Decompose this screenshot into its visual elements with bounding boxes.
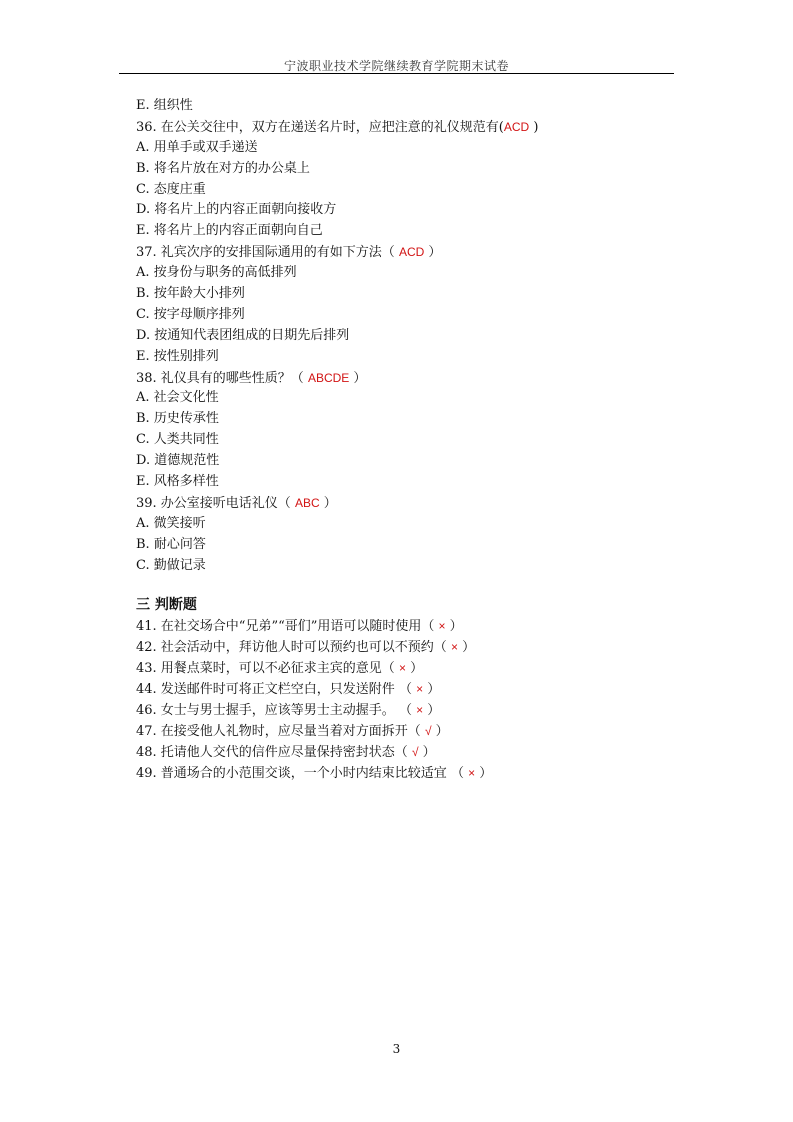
answer-mark: ACD xyxy=(398,245,425,260)
answer-mark: ACD xyxy=(503,119,530,134)
answer-mark: ABCDE xyxy=(307,370,350,385)
section-title: 三 判断题 xyxy=(136,597,197,614)
option-line: A. 按身份与职务的高低排列 xyxy=(136,265,297,281)
judgment-item xyxy=(136,658,696,679)
question-stem-38 xyxy=(136,368,696,389)
stem-text: 37. 礼宾次序的安排国际通用的有如下方法（ xyxy=(136,245,399,261)
answer-mark: × xyxy=(416,703,424,718)
judgment-close: ） xyxy=(457,640,476,656)
answer-mark: × xyxy=(416,682,424,697)
judgment-item xyxy=(136,616,696,637)
option-line: D. 道德规范性 xyxy=(136,453,220,469)
option-line: D. 将名片上的内容正面朝向接收方 xyxy=(136,202,337,218)
option-line: C. 按字母顺序排列 xyxy=(136,306,245,322)
judgment-text: 42. 社会活动中，拜访他人时可以预约也可以不预约（ xyxy=(136,640,451,656)
judgment-text: 43. 用餐点菜时，可以不必征求主宾的意见（ xyxy=(136,661,399,677)
judgment-item xyxy=(136,700,696,721)
judgment-item xyxy=(136,637,696,658)
option-line: E. 风格多样性 xyxy=(136,474,219,490)
question-stem-39 xyxy=(136,493,696,514)
judgment-text: 49. 普通场合的小范围交谈，一个小时内结束比较适宜 （ xyxy=(136,765,469,781)
stem-close: ） xyxy=(349,370,367,386)
answer-mark: √ xyxy=(424,723,432,738)
option-line: C. 态度庄重 xyxy=(136,181,206,197)
judgment-close: ） xyxy=(445,619,463,635)
page-number: 3 xyxy=(392,1042,401,1056)
judgment-text: 47. 在接受他人礼物时，应尽量当着对方面拆开（ xyxy=(136,723,425,739)
option-line: C. 勤做记录 xyxy=(136,557,206,573)
judgment-text: 41. 在社交场合中“兄弟”“哥们”用语可以随时使用（ xyxy=(136,619,439,635)
question-stem-37 xyxy=(136,242,696,263)
page-header: 宁波职业技术学院继续教育学院期末试卷 xyxy=(283,59,509,73)
answer-mark: × xyxy=(450,640,458,655)
option-line: E. 将名片上的内容正面朝向自己 xyxy=(136,223,323,239)
stem-close: ） xyxy=(424,245,442,261)
option-line: A. 微笑接听 xyxy=(136,515,206,531)
judgment-item xyxy=(136,721,696,742)
judgment-close: ） xyxy=(423,682,441,698)
option-line: E. 组织性 xyxy=(136,98,193,113)
judgment-text: 44. 发送邮件时可将正文栏空白，只发送附件 （ xyxy=(136,682,417,698)
answer-mark: √ xyxy=(411,744,419,759)
stem-close: ) xyxy=(529,119,539,135)
judgment-close: ） xyxy=(405,661,424,677)
answer-mark: × xyxy=(398,661,406,676)
judgment-item xyxy=(136,742,696,763)
judgment-text: 48. 托请他人交代的信件应尽量保持密封状态（ xyxy=(136,744,412,760)
judgment-close: ） xyxy=(423,703,441,719)
option-line: C. 人类共同性 xyxy=(136,432,219,448)
option-line: B. 按年龄大小排列 xyxy=(136,286,245,302)
answer-mark: × xyxy=(468,765,476,780)
stem-text: 39. 办公室接听电话礼仪（ xyxy=(136,495,295,511)
option-line: E. 按性别排列 xyxy=(136,348,219,364)
option-line: D. 按通知代表团组成的日期先后排列 xyxy=(136,327,350,343)
option-line: B. 历史传承性 xyxy=(136,411,219,427)
option-line: A. 社会文化性 xyxy=(136,390,219,406)
header-rule xyxy=(119,73,674,74)
judgment-item xyxy=(136,679,696,700)
stem-text: 36. 在公关交往中，双方在递送名片时，应把注意的礼仪规范有( xyxy=(136,119,504,135)
stem-text: 38. 礼仪具有的哪些性质？（ xyxy=(136,370,308,386)
option-line: A. 用单手或双手递送 xyxy=(136,139,258,155)
stem-close: ） xyxy=(319,495,337,511)
answer-mark: ABC xyxy=(294,495,320,510)
question-stem-36 xyxy=(136,117,696,138)
judgment-item xyxy=(136,763,696,784)
answer-mark: × xyxy=(438,619,446,634)
option-line: B. 耐心问答 xyxy=(136,536,206,552)
judgment-close: ） xyxy=(431,723,449,739)
section-gap xyxy=(136,576,696,594)
judgment-close: ） xyxy=(475,765,493,781)
judgment-text: 46. 女士与男士握手，应该等男士主动握手。 （ xyxy=(136,703,417,719)
exam-content xyxy=(136,96,696,784)
option-line: B. 将名片放在对方的办公桌上 xyxy=(136,160,310,176)
judgment-close: ） xyxy=(418,744,436,760)
